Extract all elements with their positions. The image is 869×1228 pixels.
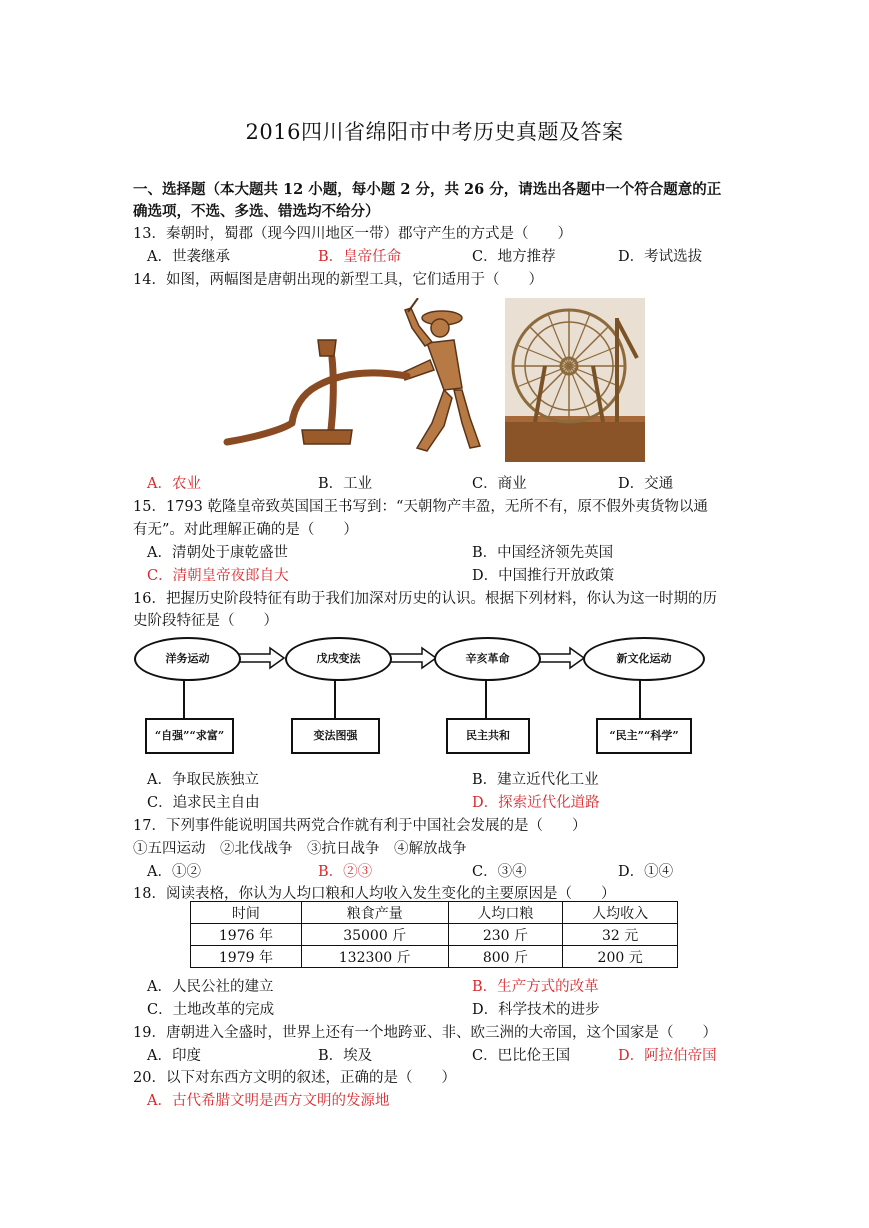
table-cell: 1979 年 (191, 946, 302, 968)
q15-stem-line2: 有无”。对此理解正确的是（ ） (133, 522, 358, 538)
flow-box-democratic-republic: 民主共和 (446, 718, 530, 754)
q18-option-b: B．生产方式的改革 (472, 979, 599, 995)
water-wheel-illustration (505, 298, 645, 462)
q13-option-c: C．地方推荐 (472, 249, 556, 265)
q17-items: ①五四运动 ②北伐战争 ③抗日战争 ④解放战争 (133, 841, 467, 857)
q17-option-a: A．①② (147, 864, 201, 880)
page-title: 2016四川省绵阳市中考历史真题及答案 (245, 120, 624, 144)
flow-oval-westernization: 洋务运动 (134, 637, 241, 681)
flow-oval-revolution: 辛亥革命 (434, 637, 541, 681)
q15-option-b: B．中国经济领先英国 (472, 545, 614, 561)
q18-option-c: C．土地改革的完成 (147, 1002, 275, 1018)
flow-box-self-strengthening: “自强”“求富” (145, 718, 234, 754)
q14-option-c: C．商业 (472, 476, 527, 492)
q15-option-a: A．清朝处于康乾盛世 (147, 545, 288, 561)
flow-box-democracy-science: “民主”“科学” (596, 718, 692, 754)
q15-option-d: D．中国推行开放政策 (472, 568, 615, 584)
curved-plow-illustration (222, 298, 490, 462)
q19-option-c: C．巴比伦王国 (472, 1048, 571, 1064)
q18-option-a: A．人民公社的建立 (147, 979, 274, 995)
q19-option-a: A．印度 (147, 1048, 201, 1064)
q15-option-c: C．清朝皇帝夜郎自大 (147, 568, 289, 584)
flow-box-reform-strength: 变法图强 (291, 718, 380, 754)
table-header-cell: 粮食产量 (301, 902, 448, 924)
section-header-line1: 一、选择题（本大题共 12 小题，每小题 2 分，共 26 分，请选出各题中一个符合题意的正 (133, 181, 722, 198)
q16-stem-line1: 16．把握历史阶段特征有助于我们加深对历史的认识。根据下列材料，你认为这一时期的历 (133, 591, 717, 607)
q19-stem: 19．唐朝进入全盛时，世界上还有一个地跨亚、非、欧三洲的大帝国，这个国家是（ ） (133, 1025, 717, 1041)
q14-option-a: A．农业 (147, 476, 201, 492)
q14-stem: 14．如图，两幅图是唐朝出现的新型工具，它们适用于（ ） (133, 272, 543, 288)
table-header-cell: 时间 (191, 902, 302, 924)
table-cell: 132300 斤 (301, 946, 448, 968)
table-header-row (191, 902, 678, 924)
q13-option-b: B．皇帝任命 (318, 249, 402, 265)
table-cell: 800 斤 (448, 946, 563, 968)
q13-stem: 13．秦朝时，蜀郡（现今四川地区一带）郡守产生的方式是（ ） (133, 226, 572, 242)
table-row (191, 946, 678, 968)
q20-option-a: A．古代希腊文明是西方文明的发源地 (147, 1093, 390, 1109)
q18-option-d: D．科学技术的进步 (472, 1002, 600, 1018)
q14-option-b: B．工业 (318, 476, 373, 492)
q17-option-b: B．②③ (318, 864, 373, 880)
section-header-line2: 确选项，不选、多选、错选均不给分） (133, 203, 380, 220)
table-cell: 32 元 (563, 924, 678, 946)
q14-option-d: D．交通 (618, 476, 674, 492)
q17-option-d: D．①④ (618, 864, 674, 880)
q17-stem: 17．下列事件能说明国共两党合作就有利于中国社会发展的是（ ） (133, 818, 587, 834)
q16-option-a: A．争取民族独立 (147, 772, 259, 788)
table-header-cell: 人均收入 (563, 902, 678, 924)
table-cell: 200 元 (563, 946, 678, 968)
table-cell: 230 斤 (448, 924, 563, 946)
table-header-cell: 人均口粮 (448, 902, 563, 924)
q16-stem-line2: 史阶段特征是（ ） (133, 613, 278, 629)
flow-oval-reform: 戊戌变法 (285, 637, 392, 681)
q16-option-b: B．建立近代化工业 (472, 772, 599, 788)
q19-option-b: B．埃及 (318, 1048, 373, 1064)
q19-option-d: D．阿拉伯帝国 (618, 1048, 717, 1064)
q13-option-a: A．世袭继承 (147, 249, 230, 265)
q16-option-d: D．探索近代化道路 (472, 795, 600, 811)
q15-stem-line1: 15．1793 乾隆皇帝致英国国王书写到：“天朝物产丰盈，无所不有，原不假外夷货物以通 (133, 499, 708, 515)
table-row (191, 924, 678, 946)
q17-option-c: C．③④ (472, 864, 527, 880)
q20-stem: 20．以下对东西方文明的叙述，正确的是（ ） (133, 1070, 456, 1086)
table-cell: 1976 年 (191, 924, 302, 946)
q18-stem: 18．阅读表格，你认为人均口粮和人均收入发生变化的主要原因是（ ） (133, 886, 616, 902)
q16-option-c: C．追求民主自由 (147, 795, 260, 811)
q13-option-d: D．考试选拔 (618, 249, 703, 265)
flow-oval-new-culture: 新文化运动 (583, 637, 705, 681)
q18-data-table (190, 901, 678, 968)
table-cell: 35000 斤 (301, 924, 448, 946)
